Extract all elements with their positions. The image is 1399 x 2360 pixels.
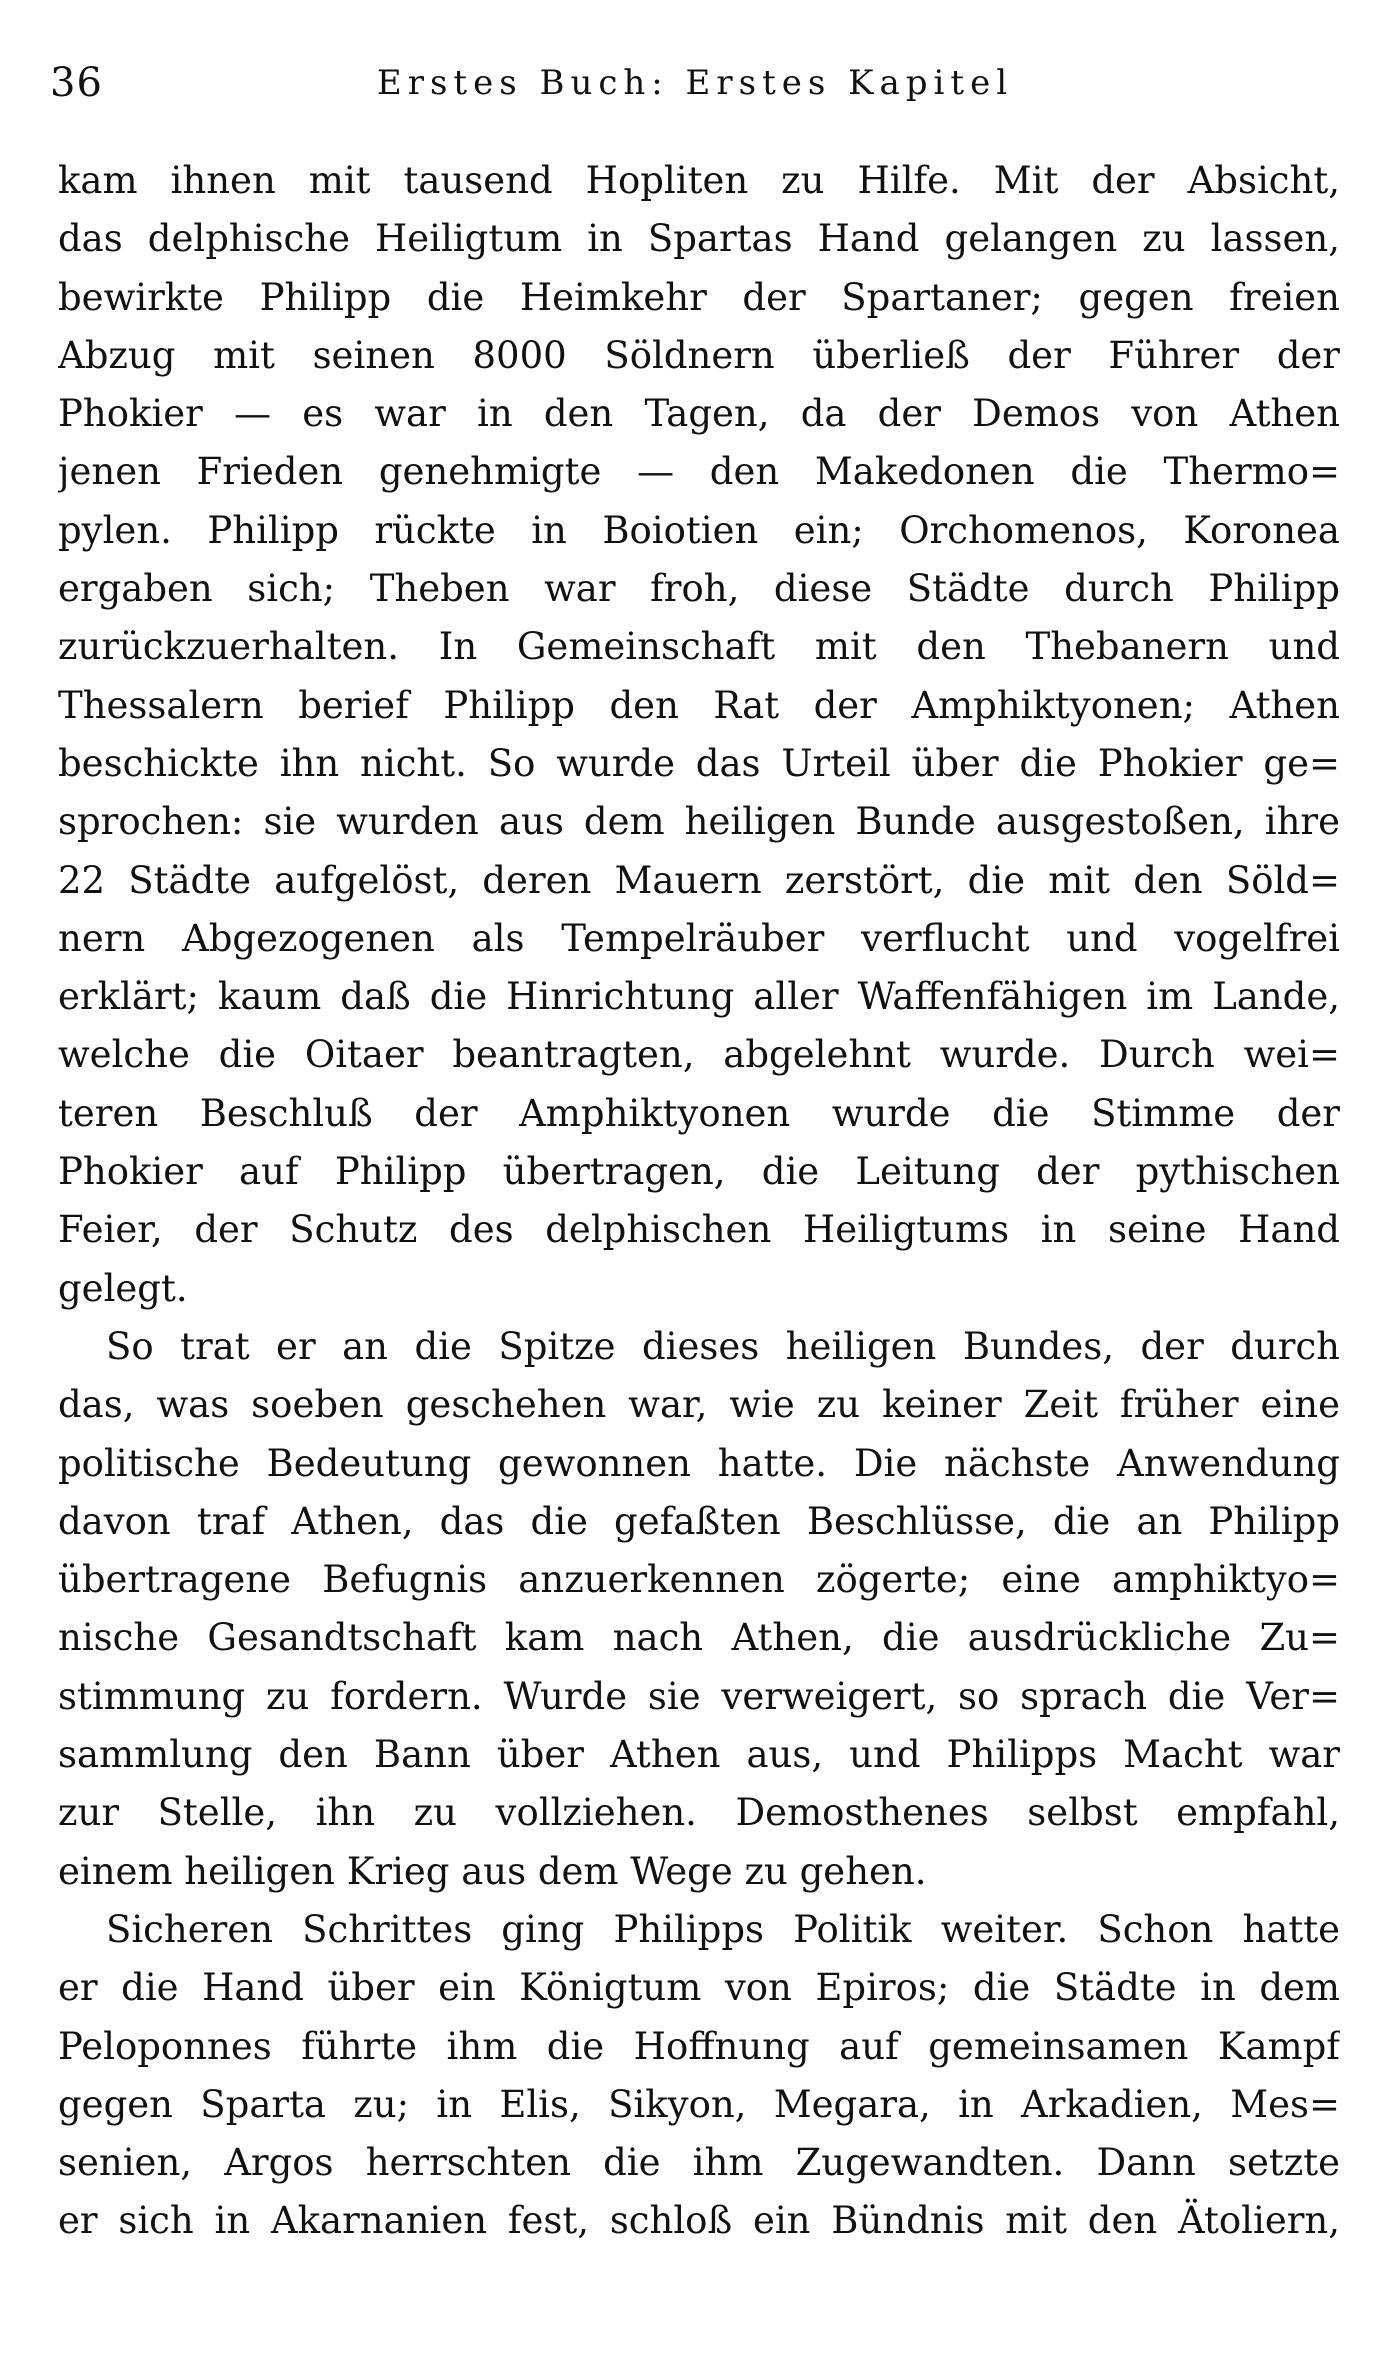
text-line: das, was soeben geschehen war, wie zu keiner Zeit früher eine [58,1383,1340,1427]
page-number: 36 [50,60,103,106]
text-line: er die Hand über ein Königtum von Epiros; die Städte in dem [58,1966,1340,2010]
text-line: beschickte ihn nicht. So wurde das Urteil über die Phokier ge= [58,741,1340,785]
text-line: nische Gesandtschaft kam nach Athen, die ausdrückliche Zu= [58,1616,1340,1660]
text-line: sprochen: sie wurden aus dem heiligen Bunde ausgestoßen, ihre [58,800,1340,844]
text-line: jenen Frieden genehmigte — den Makedonen die Thermo= [58,450,1340,494]
text-line: senien, Argos herrschten die ihm Zugewandten. Dann setzte [58,2141,1340,2185]
text-line: kam ihnen mit tausend Hopliten zu Hilfe. Mit der Absicht, [58,159,1340,202]
text-line: Peloponnes führte ihm die Hoffnung auf gemeinsamen Kampf [58,2024,1340,2068]
text-line: übertragene Befugnis anzuerkennen zögerte; eine amphiktyo= [58,1558,1340,1602]
text-line: Abzug mit seinen 8000 Söldnern überließ der Führer der [58,333,1340,377]
text-line: sammlung den Bann über Athen aus, und Philipps Macht war [58,1733,1340,1777]
text-line: pylen. Philipp rückte in Boiotien ein; Orchomenos, Koronea [58,508,1340,552]
text-line: Thessalern berief Philipp den Rat der Amphiktyonen; Athen [58,683,1340,727]
text-line: nern Abgezogenen als Tempelräuber verflucht und vogelfrei [58,916,1340,960]
text-line: das delphische Heiligtum in Spartas Hand gelangen zu lassen, [58,217,1340,261]
page-header [50,58,1340,108]
paragraph-first-line: Sicheren Schrittes ging Philipps Politik weiter. Schon hatte [106,1907,1340,1951]
text-line: zur Stelle, ihn zu vollziehen. Demosthenes selbst empfahl, [58,1791,1340,1835]
text-line: politische Bedeutung gewonnen hatte. Die nächste Anwendung [58,1441,1340,1485]
text-line: Feier, der Schutz des delphischen Heiligtums in seine Hand [58,1208,1340,1252]
text-line: einem heiligen Krieg aus dem Wege zu gehen. [58,1849,927,1893]
running-head: Erstes Buch: Erstes Kapitel [376,63,1014,103]
paragraph-first-line: So trat er an die Spitze dieses heiligen Bundes, der durch [106,1324,1340,1368]
text-line: bewirkte Philipp die Heimkehr der Spartaner; gegen freien [58,275,1340,319]
text-line: zurückzuerhalten. In Gemeinschaft mit den Thebanern und [58,625,1340,669]
text-line: gelegt. [58,1266,188,1310]
text-line: ergaben sich; Theben war froh, diese Städte durch Philipp [58,567,1340,611]
text-line: gegen Sparta zu; in Elis, Sikyon, Megara, in Arkadien, Mes= [58,2082,1340,2126]
text-line: stimmung zu fordern. Wurde sie verweigert, so sprach die Ver= [58,1674,1340,1718]
text-line: teren Beschluß der Amphiktyonen wurde die Stimme der [58,1091,1340,1135]
text-line: erklärt; kaum daß die Hinrichtung aller Waffenfähigen im Lande, [58,975,1340,1019]
text-line: Phokier — es war in den Tagen, da der Demos von Athen [58,392,1340,436]
text-line: er sich in Akarnanien fest, schloß ein Bündnis mit den Ätoliern, [58,2199,1340,2243]
text-line: Phokier auf Philipp übertragen, die Leitung der pythischen [58,1150,1340,1194]
text-line: davon traf Athen, das die gefaßten Beschlüsse, die an Philipp [58,1499,1340,1543]
text-line: welche die Oitaer beantragten, abgelehnt wurde. Durch wei= [58,1033,1340,1077]
text-line: 22 Städte aufgelöst, deren Mauern zerstört, die mit den Söld= [58,858,1340,902]
body-text [58,152,1340,2251]
